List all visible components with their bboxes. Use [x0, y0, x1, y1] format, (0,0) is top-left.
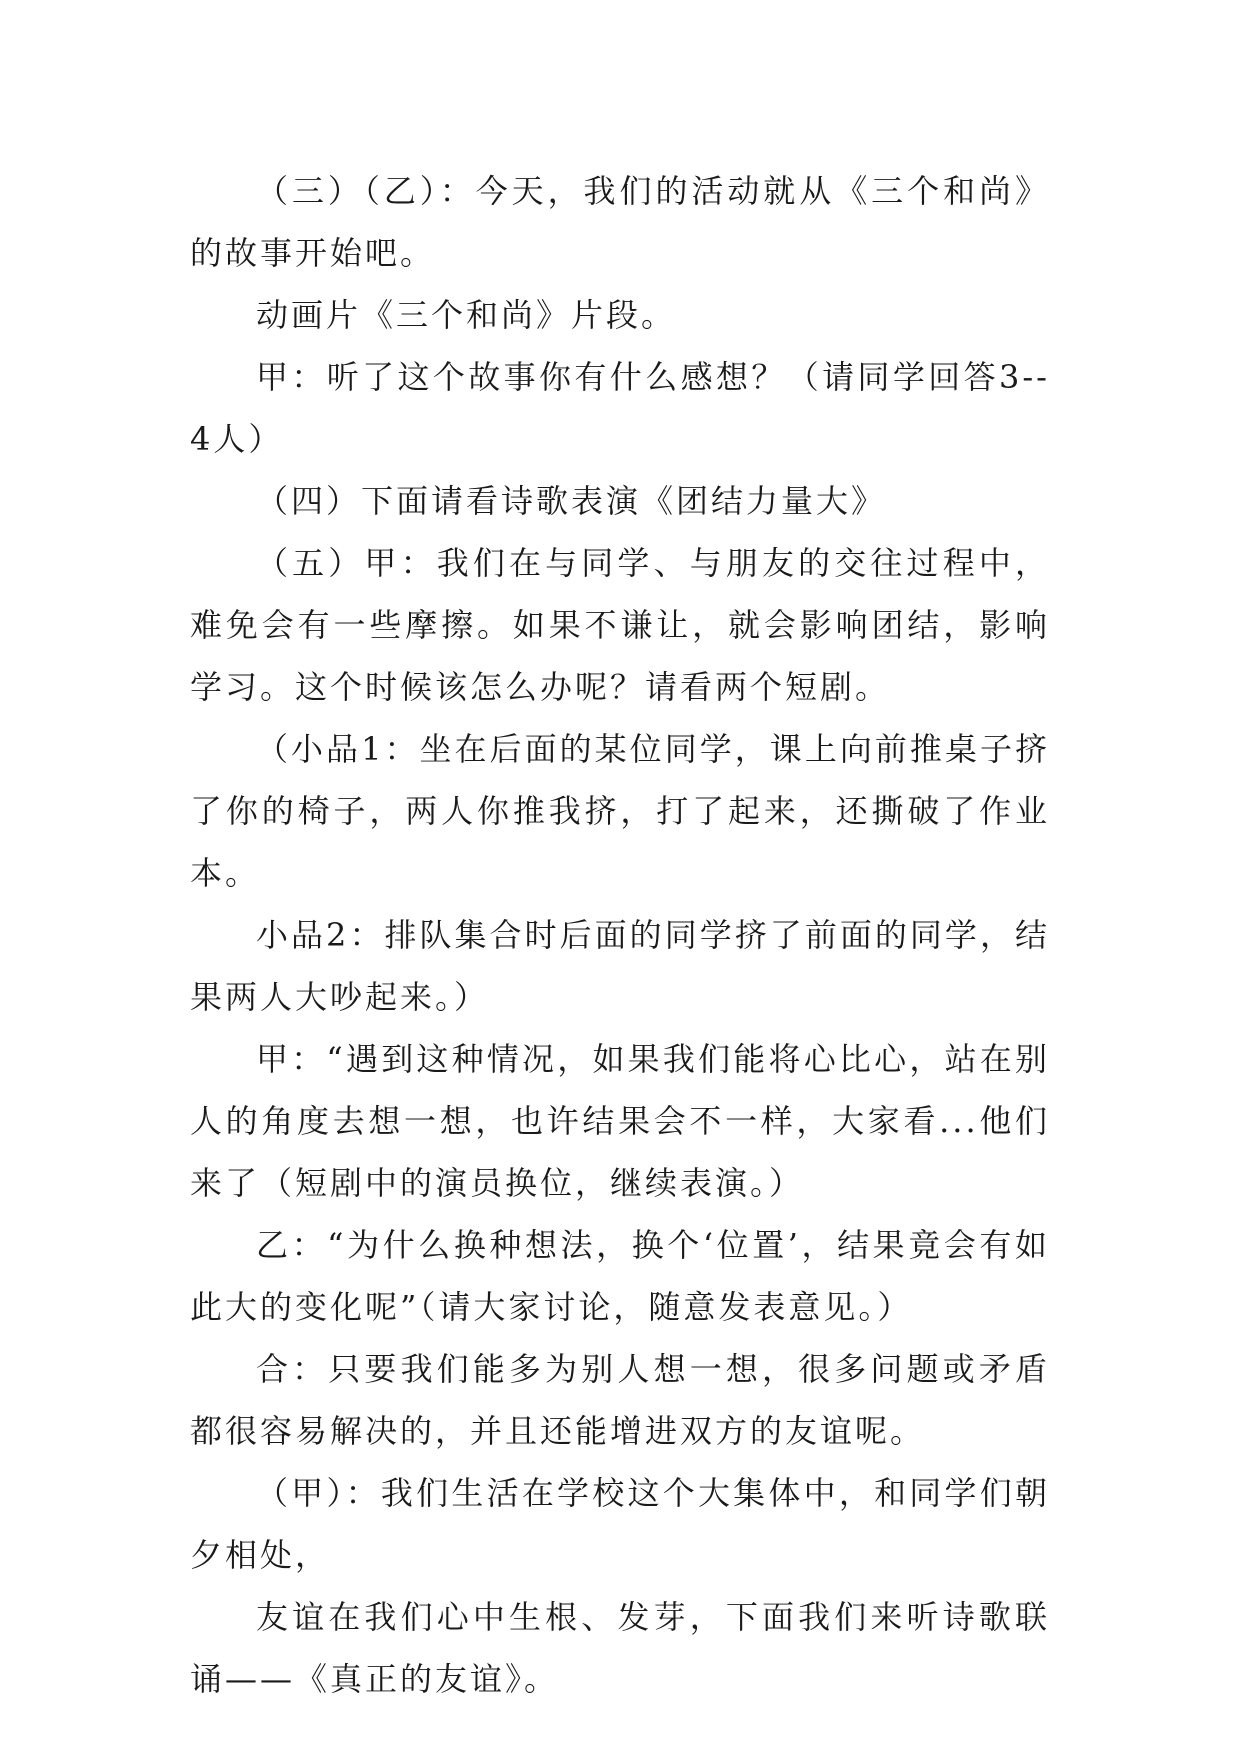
paragraph-6: （小品1：坐在后面的某位同学，课上向前推桌子挤了你的椅子，两人你推我挤，打了起来，还撕破了作业本。	[190, 730, 1050, 892]
paragraph-1: （三）（乙）：今天，我们的活动就从《三个和尚》的故事开始吧。	[190, 172, 1050, 272]
paragraph-9: 乙：“为什么换种想法，换个‘位置’，结果竟会有如此大的变化呢”（请大家讨论，随意发表意见。）	[190, 1226, 1050, 1326]
paragraph-7: 小品2：排队集合时后面的同学挤了前面的同学，结果两人大吵起来。）	[190, 916, 1050, 1016]
paragraph-2: 动画片《三个和尚》片段。	[256, 296, 677, 334]
paragraph-11: （甲）：我们生活在学校这个大集体中，和同学们朝夕相处，	[190, 1474, 1050, 1574]
paragraph-5: （五）甲：我们在与同学、与朋友的交往过程中，难免会有一些摩擦。如果不谦让，就会影响团结，影响学习。这个时候该怎么办呢？请看两个短剧。	[190, 544, 1050, 706]
paragraph-3: 甲：听了这个故事你有什么感想？（请同学回答3--4人）	[190, 358, 1050, 458]
document-body	[190, 160, 1050, 1710]
paragraph-12: 友谊在我们心中生根、发芽，下面我们来听诗歌联诵——《真正的友谊》。	[190, 1598, 1050, 1698]
paragraph-4: （四）下面请看诗歌表演《团结力量大》	[256, 482, 887, 520]
paragraph-10: 合：只要我们能多为别人想一想，很多问题或矛盾都很容易解决的，并且还能增进双方的友谊呢。	[190, 1350, 1050, 1450]
paragraph-8: 甲：“遇到这种情况，如果我们能将心比心，站在别人的角度去想一想，也许结果会不一样，大家看...他们来了（短剧中的演员换位，继续表演。）	[190, 1040, 1050, 1202]
